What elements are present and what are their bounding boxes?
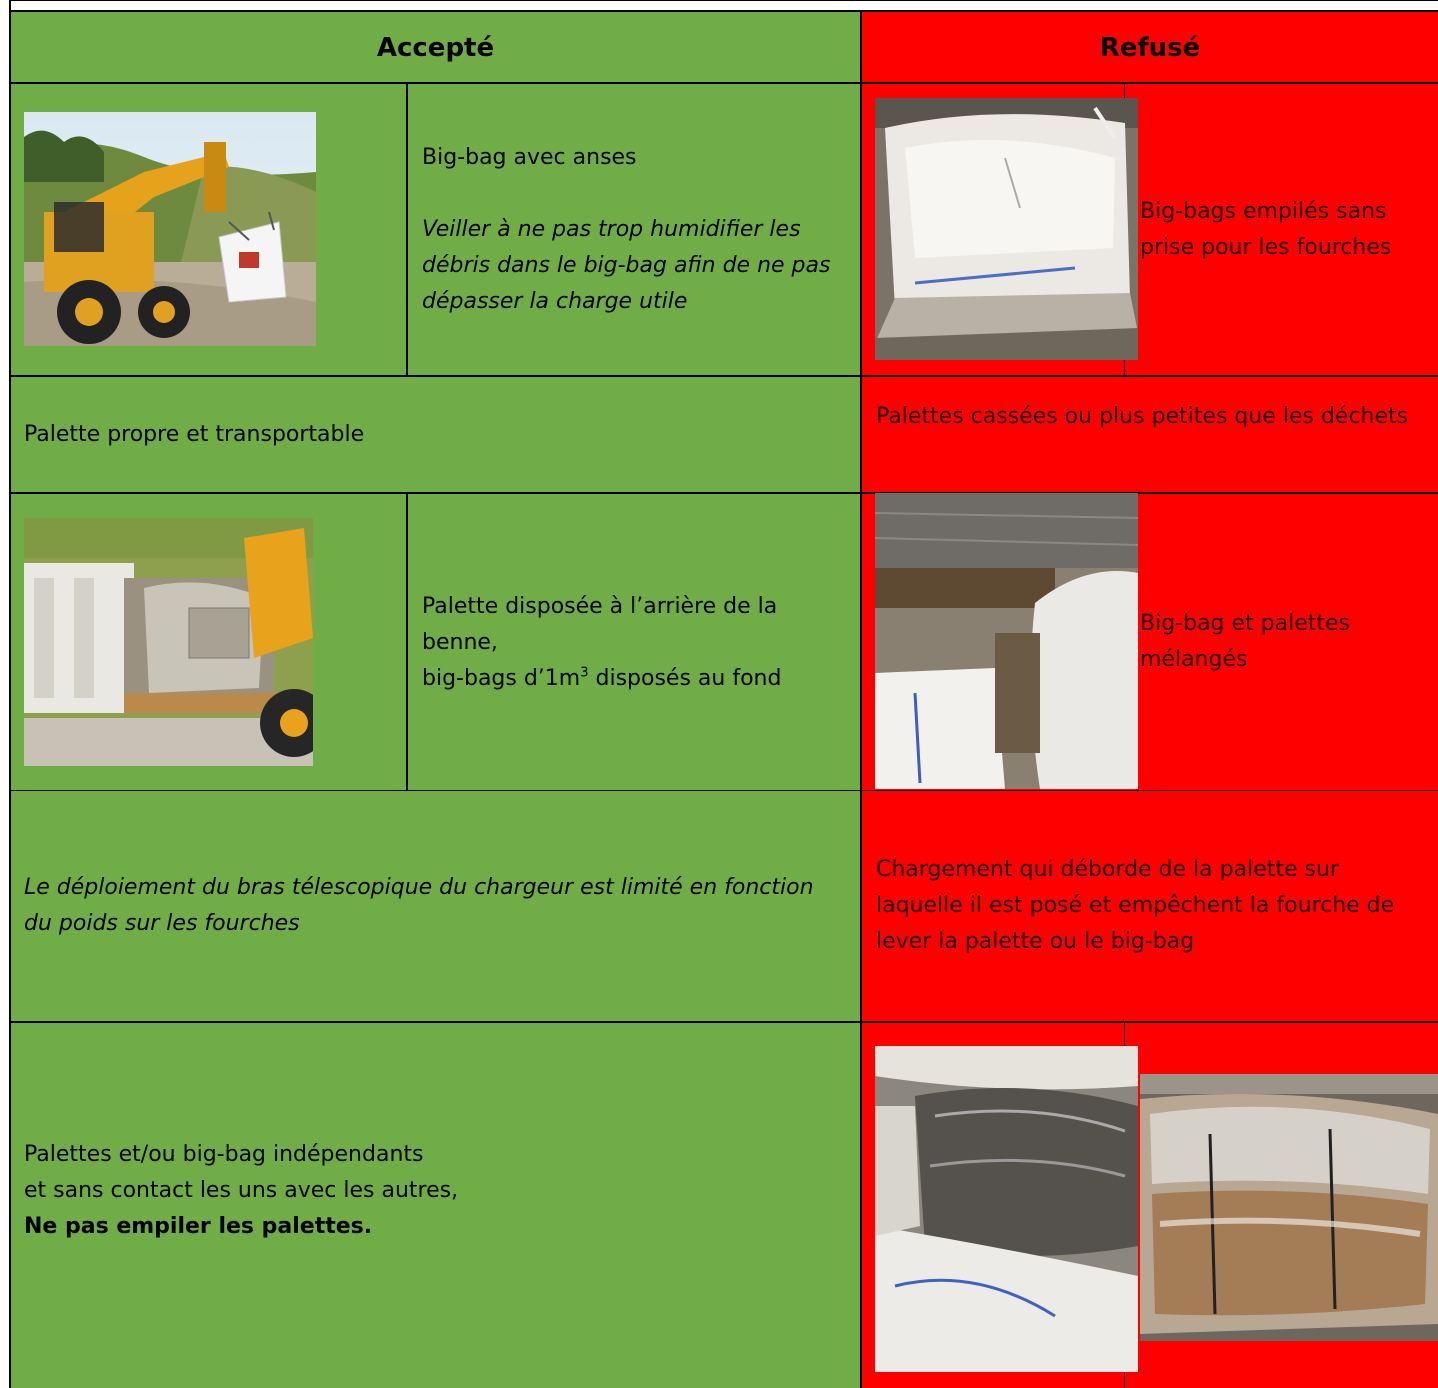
telescopic-arm-note: Le déploiement du bras télescopique du chargeur est limité en fonction du poids sur les fourches [24,875,814,936]
bigbag-position-text: disposés au fond [588,666,782,691]
accepted-header: Accepté [376,33,495,63]
cubic-superscript: 3 [580,665,589,681]
wrapped-pallets-right-photo [1140,1074,1438,1341]
no-stacking-warning: Ne pas empiler les palettes. [24,1214,373,1239]
mixed-bigbag-pallets-photo [875,493,1138,789]
independent-pallets-text [24,1137,844,1245]
independent-pallets-line1: Palettes et/ou big-bag indépendants [24,1142,424,1167]
table-top-line [10,0,1438,1]
mixed-bigbag-text: Big-bag et palettes mélangés [1140,611,1351,672]
broken-pallets-text: Palettes cassées ou plus petites que les déchets [876,404,1409,429]
refused-header: Refusé [1099,33,1201,63]
left-border [9,0,11,1388]
pallet-rear-line1: Palette disposée à l’arrière de la benne, [422,594,778,655]
independent-pallets-line2: et sans contact les uns avec les autres, [24,1178,459,1203]
bigbag-handles-text: Big-bag avec anses [422,145,637,170]
column-divider [860,10,862,1388]
row4-bottom-border [10,1021,1438,1023]
stacked-bigbags-text: Big-bags empilés sans prise pour les fourches [1140,199,1392,260]
row3-bottom-border [10,790,1438,791]
row1-bottom-border [10,375,1438,377]
bigbag-volume-text: big-bags d’1m [422,666,581,691]
bigbag-humidity-note: Veiller à ne pas trop humidifier les débris dans le big-bag afin de ne pas dépasser la charge utile [422,217,831,314]
telehandler-lifting-bigbag-photo [24,112,316,346]
row1-inner-divider [406,82,408,376]
clean-pallet-text: Palette propre et transportable [24,422,365,447]
wrapped-pallets-left-photo [875,1046,1138,1372]
overflowing-load-text: Chargement qui déborde de la palette sur laquelle il est posé et empêchent la fourche de lever la palette ou le big-bag [876,857,1395,954]
pallet-rear-text [422,589,842,697]
pallet-in-dumpster-photo [24,518,313,766]
stacked-bigbags-photo [875,98,1138,360]
row3-inner-divider [406,492,408,790]
row2-bottom-border [10,492,1438,494]
pallet-rear-line2 [422,661,842,697]
